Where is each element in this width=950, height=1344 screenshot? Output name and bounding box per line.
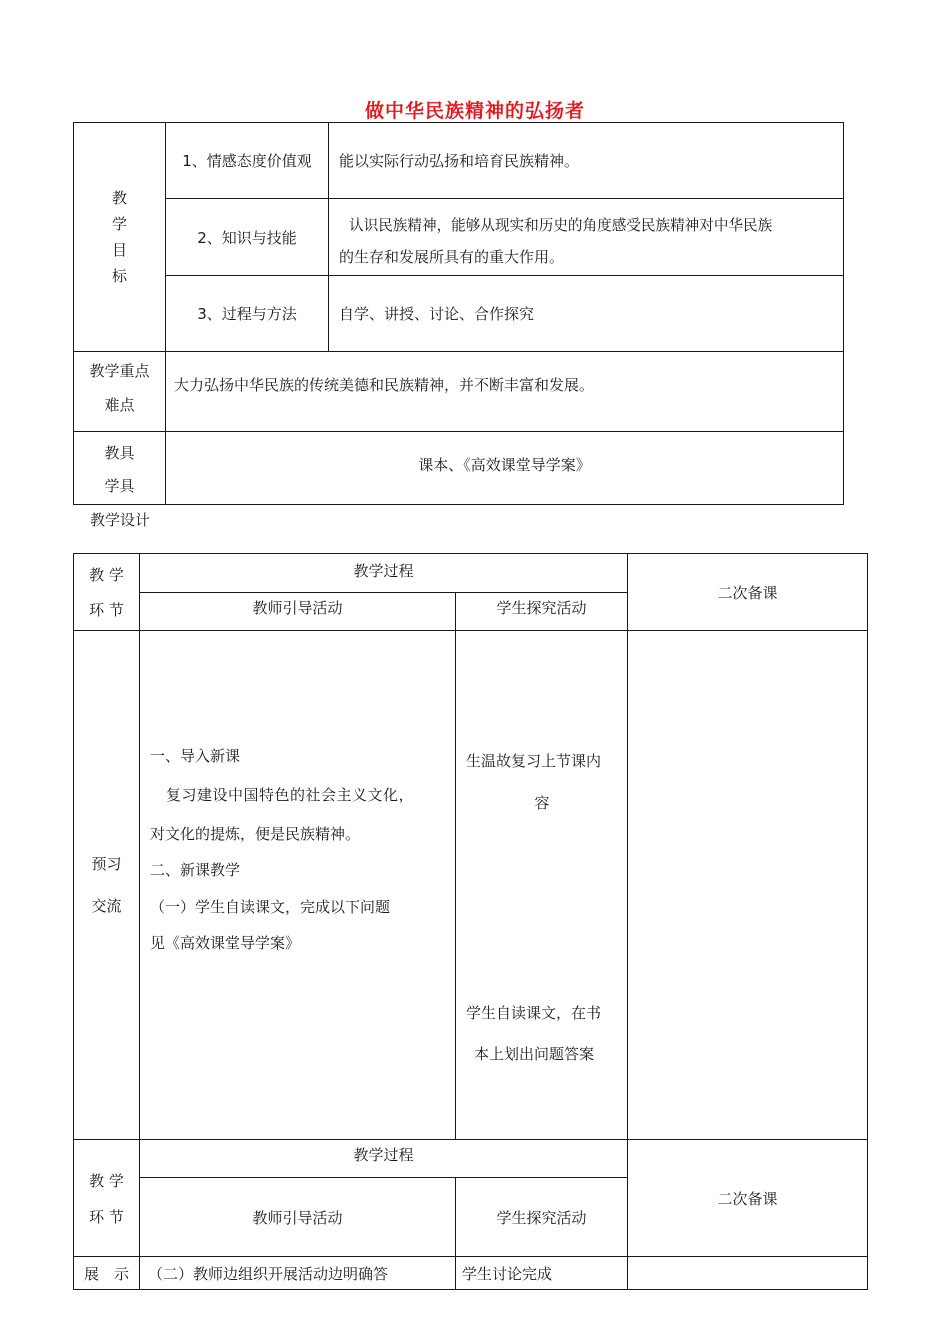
student-activity-show: 学生讨论完成 [456, 1257, 628, 1290]
tools-content: 课本、《高效课堂导学案》 [166, 432, 844, 505]
stage-show: 展 示 [74, 1257, 140, 1290]
objective-label-2: 2、知识与技能 [166, 199, 329, 276]
objectives-label-char: 学 [111, 215, 127, 233]
second-prep-header: 二次备课 [628, 554, 868, 631]
objective-content-2: 认识民族精神，能够从现实和历史的角度感受民族精神对中华民族 的生存和发展所具有的重大作用。 [329, 199, 844, 276]
second-prep-header-repeat: 二次备课 [628, 1140, 868, 1257]
student-activity-preview: 生温故复习上节课内 容 学生自读课文，在书 本上划出问题答案 [456, 631, 628, 1140]
objectives-label-char: 标 [111, 267, 127, 285]
objective-label-1: 1、情感态度价值观 [166, 123, 329, 199]
teacher-activity-preview: 一、导入新课 复习建设中国特色的社会主义文化， 对文化的提炼，便是民族精神。 二、新课教学 （一）学生自读课文，完成以下问题 见《高效课堂导学案》 [140, 631, 456, 1140]
objectives-label-char: 目 [111, 241, 127, 259]
objective-label-3: 3、过程与方法 [166, 276, 329, 352]
design-label: 教学设计 [90, 511, 151, 529]
teacher-activity-show: （二）教师边组织开展活动边明确答 [140, 1257, 456, 1290]
second-prep-show [628, 1257, 868, 1290]
stage-header: 教 学 环 节 [74, 554, 140, 631]
stage-header-repeat: 教 学 环 节 [74, 1140, 140, 1257]
objectives-label-char: 教 [111, 189, 127, 207]
process-header-repeat: 教学过程 [140, 1140, 628, 1178]
objectives-label [74, 123, 166, 352]
document-title: 做中华民族精神的弘扬者 [364, 100, 585, 122]
student-activity-header: 学生探究活动 [456, 593, 628, 631]
objectives-table [73, 122, 844, 505]
stage-preview: 预习 交流 [74, 631, 140, 1140]
teacher-activity-header-repeat: 教师引导活动 [140, 1178, 456, 1257]
design-table [73, 553, 868, 1290]
process-header: 教学过程 [140, 554, 628, 593]
student-activity-header-repeat: 学生探究活动 [456, 1178, 628, 1257]
objective-content-3: 自学、讲授、讨论、合作探究 [329, 276, 844, 352]
second-prep-preview [628, 631, 868, 1140]
objective-content-1: 能以实际行动弘扬和培育民族精神。 [329, 123, 844, 199]
teacher-activity-header: 教师引导活动 [140, 593, 456, 631]
tools-label: 教具 学具 [74, 432, 166, 505]
key-points-label: 教学重点 难点 [74, 352, 166, 432]
key-points-content: 大力弘扬中华民族的传统美德和民族精神，并不断丰富和发展。 [166, 352, 844, 432]
